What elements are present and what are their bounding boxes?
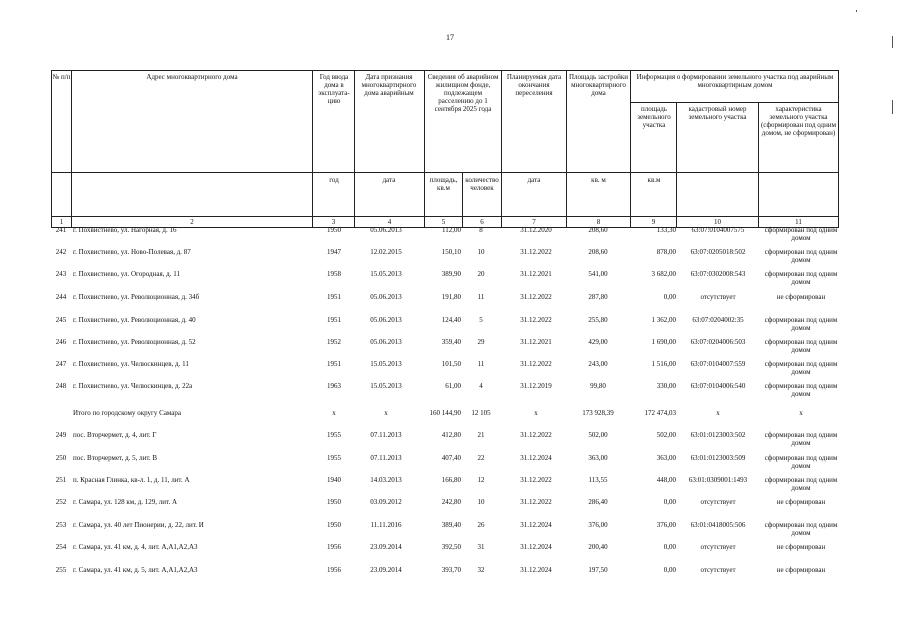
cell-date: 03.09.2012 xyxy=(370,498,402,506)
col-number: 6 xyxy=(480,218,484,226)
cell-build: 113,55 xyxy=(588,476,608,484)
cell-date: 07.11.2013 xyxy=(370,454,402,462)
cell-char: х xyxy=(799,409,803,417)
divider xyxy=(312,70,313,228)
cell-land: 3 682,00 xyxy=(651,270,676,278)
cell-date: 15.05.2013 xyxy=(370,382,402,390)
cell-area: 150,10 xyxy=(441,248,461,256)
cell-plan: 31.12.2022 xyxy=(520,316,552,324)
cell-build: 173 928,39 xyxy=(582,409,614,417)
cell-area: 389,90 xyxy=(441,270,461,278)
cell-cad: 63:07:0104007:559 xyxy=(690,360,746,368)
divider xyxy=(52,216,838,217)
header-planned: Планируемая дата окончания переселения xyxy=(506,73,562,97)
cell-address: пос. Вторчермет, д. 4, лит. Г xyxy=(73,431,157,439)
cell-num: 253 xyxy=(55,521,67,529)
cell-char: сформирован под одним домом xyxy=(764,248,838,264)
cell-plan: 31.12.2019 xyxy=(520,382,552,390)
cell-address: г. Самара, ул. 41 км, д. 5, лит. А,А1,А2,А3 xyxy=(73,566,198,574)
cell-count: 31 xyxy=(477,543,485,551)
scan-mark xyxy=(892,100,893,114)
header-cadastral: кадастровый номер земельного участка xyxy=(688,105,747,121)
cell-year: 1956 xyxy=(327,543,341,551)
cell-char: сформирован под одним домом xyxy=(764,382,838,398)
cell-count: 10 xyxy=(477,498,485,506)
divider xyxy=(758,102,759,228)
cell-num: 244 xyxy=(55,293,67,301)
cell-build: 502,00 xyxy=(588,431,608,439)
cell-area: 112,00 xyxy=(442,226,461,234)
cell-count: 21 xyxy=(477,431,485,439)
cell-year: 1955 xyxy=(327,454,341,462)
cell-address: г. Самара, ул. 128 км, д. 129, лит. А xyxy=(73,498,178,506)
divider xyxy=(676,102,677,228)
cell-land: 363,00 xyxy=(656,454,676,462)
cell-cad: 63:01:0123003:509 xyxy=(690,454,746,462)
cell-date: 05.06.2013 xyxy=(370,316,402,324)
cell-year: 1951 xyxy=(327,316,341,324)
cell-build: 429,00 xyxy=(588,338,608,346)
cell-build: 255,80 xyxy=(588,316,608,324)
cell-address: г. Самара, ул. 40 лет Пионерии, д. 22, лит. И xyxy=(73,521,204,529)
page-number: 17 xyxy=(446,33,454,42)
cell-count: 29 xyxy=(477,338,485,346)
cell-count: 22 xyxy=(477,454,485,462)
cell-count: 11 xyxy=(477,293,485,301)
unit-plan-date: дата xyxy=(527,176,541,184)
col-number: 7 xyxy=(532,218,536,226)
unit-count: количество человек xyxy=(465,176,499,192)
cell-num: 245 xyxy=(55,316,67,324)
cell-cad: 63:07:0104007575 xyxy=(691,226,745,234)
cell-plan: 31.12.2022 xyxy=(520,476,552,484)
cell-land: 0,00 xyxy=(663,293,676,301)
cell-year: 1950 xyxy=(327,521,341,529)
divider xyxy=(501,70,502,228)
header-building-area: Площадь застройки многоквартирного дома xyxy=(568,73,629,97)
cell-plan: 31.12.2021 xyxy=(520,338,552,346)
header-land-group: Информация о формировании земельного участка под аварийным многоквартирным домом xyxy=(636,73,834,89)
cell-cad: 63:01:0418005:506 xyxy=(690,521,746,529)
cell-address: пос. Вторчермет, д. 5, лит. В xyxy=(73,454,158,462)
cell-area: 160 144,90 xyxy=(429,409,461,417)
cell-land: 0,00 xyxy=(663,543,676,551)
cell-land: 172 474,03 xyxy=(644,409,676,417)
cell-date: 15.05.2013 xyxy=(370,360,402,368)
divider xyxy=(631,102,838,103)
cell-num: 243 xyxy=(55,270,67,278)
cell-cad: х xyxy=(716,409,720,417)
divider xyxy=(566,70,567,228)
cell-cad: 63:01:0123003:502 xyxy=(690,431,746,439)
cell-char: сформирован под одним домом xyxy=(764,316,838,332)
cell-char: сформирован под одним домом xyxy=(764,521,838,537)
col-number: 4 xyxy=(387,218,392,226)
cell-num: 242 xyxy=(55,248,67,256)
header-address: Адрес многоквартирного дома xyxy=(146,73,238,81)
cell-area: 389,40 xyxy=(441,521,461,529)
cell-year: 1951 xyxy=(327,293,341,301)
cell-land: 502,00 xyxy=(656,431,676,439)
cell-plan: 31.12.2021 xyxy=(520,270,552,278)
cell-cad: 63:07:0205018:502 xyxy=(690,248,746,256)
cell-num: 252 xyxy=(55,498,67,506)
cell-num: 249 xyxy=(55,431,67,439)
cell-count: 20 xyxy=(477,270,485,278)
cell-count: 8 xyxy=(479,226,483,234)
header-num: № п/п xyxy=(52,73,71,81)
cell-address: г. Похвистнево, ул. Огородная, д. 11 xyxy=(73,270,180,278)
divider xyxy=(424,70,425,228)
cell-build: 541,00 xyxy=(588,270,608,278)
cell-char: сформирован под одним домом xyxy=(764,431,838,447)
cell-num: 241 xyxy=(55,226,67,234)
cell-land: 878,00 xyxy=(656,248,676,256)
cell-date: 07.11.2013 xyxy=(370,431,402,439)
header-land-area: площадь земельного участка xyxy=(637,105,671,129)
cell-land: 330,00 xyxy=(656,382,676,390)
cell-plan: х xyxy=(534,409,538,417)
cell-address: г. Похвистнево, ул. Челюскинцев, д. 11 xyxy=(73,360,189,368)
cell-char: сформирован под одним домом xyxy=(764,360,838,376)
unit-build: кв. м xyxy=(591,176,606,184)
cell-land: 133,30 xyxy=(656,226,676,234)
cell-date: 23.09.2014 xyxy=(370,543,402,551)
unit-year: год xyxy=(329,176,339,184)
cell-address: г. Похвистнево, ул. Революционная, д. 34б xyxy=(73,293,200,301)
cell-cad: отсутствует xyxy=(700,543,736,551)
cell-build: 197,50 xyxy=(588,566,608,574)
cell-year: 1951 xyxy=(327,360,341,368)
cell-plan: 31.12.2024 xyxy=(520,566,552,574)
cell-date: 11.11.2016 xyxy=(370,521,402,529)
cell-land: 376,00 xyxy=(656,521,676,529)
cell-build: 376,00 xyxy=(588,521,608,529)
cell-year: 1955 xyxy=(327,431,341,439)
cell-land: 1 516,00 xyxy=(651,360,676,368)
cell-count: 5 xyxy=(479,316,483,324)
cell-plan: 31.12.2024 xyxy=(520,543,552,551)
cell-plan: 31.12.2024 xyxy=(520,454,552,462)
cell-num: 246 xyxy=(55,338,67,346)
cell-build: 363,00 xyxy=(588,454,608,462)
cell-date: 14.03.2013 xyxy=(370,476,402,484)
cell-address: г. Похвистнево, ул. Революционная, д. 52 xyxy=(73,338,196,346)
cell-address: г. Похвистнево, ул. Челюскинцев, д. 22а xyxy=(73,382,193,390)
cell-cad: 63:07:0302008:543 xyxy=(690,270,746,278)
cell-cad: отсутствует xyxy=(700,498,736,506)
cell-area: 359,40 xyxy=(441,338,461,346)
cell-address: п. Красная Глинка, кв-л. 1, д. 11, лит. А xyxy=(73,476,190,484)
cell-char: сформирован под одним домом xyxy=(764,476,838,492)
cell-area: 412,80 xyxy=(441,431,461,439)
cell-area: 101,50 xyxy=(441,360,461,368)
cell-count: 12 xyxy=(477,476,485,484)
cell-cad: 63:07:0104006:540 xyxy=(690,382,746,390)
col-number: 9 xyxy=(651,218,656,226)
cell-land: 448,00 xyxy=(656,476,676,484)
cell-year: 1940 xyxy=(327,476,341,484)
cell-count: 26 xyxy=(477,521,485,529)
scan-mark xyxy=(892,36,893,48)
cell-cad: отсутствует xyxy=(700,566,736,574)
cell-build: 287,80 xyxy=(588,293,608,301)
cell-address: Итого по городскому округу Самара xyxy=(73,409,182,417)
cell-year: 1952 xyxy=(327,338,341,346)
cell-year: 1950 xyxy=(327,498,341,506)
cell-area: 166,80 xyxy=(441,476,461,484)
cell-land: 0,00 xyxy=(663,566,676,574)
cell-char: не сформирован xyxy=(776,293,826,301)
unit-area: площадь, кв.м xyxy=(429,176,458,192)
header-year: Год ввода дома в эксплуата-цию xyxy=(318,73,350,105)
cell-cad: 63:01:0309001:1493 xyxy=(688,476,748,484)
cell-char: сформирован под одним домом xyxy=(764,270,838,286)
cell-char: сформирован под одним домом xyxy=(764,226,838,242)
cell-area: 242,80 xyxy=(441,498,461,506)
cell-plan: 31.12.2022 xyxy=(520,293,552,301)
col-number: 1 xyxy=(59,218,64,226)
header-recognition: Дата признания многоквартирного дома аварийным xyxy=(361,73,417,97)
cell-count: 4 xyxy=(479,382,483,390)
header-char: характеристика земельного участка (сформирован под одним домом, не сформирован) xyxy=(760,105,837,137)
cell-date: 15.05.2013 xyxy=(370,270,402,278)
divider xyxy=(630,70,631,228)
cell-year: 1950 xyxy=(327,226,341,234)
cell-address: г. Самара, ул. 41 км, д. 4, лит. А,А1,А2,А3 xyxy=(73,543,198,551)
cell-build: 243,00 xyxy=(588,360,608,368)
divider xyxy=(354,70,355,228)
cell-cad: отсутствует xyxy=(700,293,736,301)
cell-date: 23.09.2014 xyxy=(370,566,402,574)
cell-num: 255 xyxy=(55,566,67,574)
cell-year: 1963 xyxy=(327,382,341,390)
cell-plan: 31.12.2022 xyxy=(520,360,552,368)
cell-count: 10 xyxy=(477,248,485,256)
cell-count: 12 105 xyxy=(471,409,491,417)
cell-plan: 31.12.2020 xyxy=(520,226,552,234)
cell-char: не сформирован xyxy=(776,498,826,506)
cell-area: 392,50 xyxy=(441,543,461,551)
cell-num: 250 xyxy=(55,454,67,462)
cell-build: 208,60 xyxy=(588,226,608,234)
unit-land: кв.м xyxy=(647,176,661,184)
cell-land: 1 690,00 xyxy=(651,338,676,346)
cell-land: 0,00 xyxy=(663,498,676,506)
cell-year: х xyxy=(332,409,336,417)
cell-build: 286,40 xyxy=(588,498,608,506)
col-number: 10 xyxy=(714,218,721,226)
cell-build: 208,60 xyxy=(588,248,608,256)
cell-char: не сформирован xyxy=(776,543,826,551)
cell-land: 1 362,00 xyxy=(651,316,676,324)
cell-area: 124,40 xyxy=(441,316,461,324)
cell-year: 1947 xyxy=(327,248,341,256)
col-number: 8 xyxy=(596,218,601,226)
unit-date: дата xyxy=(382,176,396,184)
cell-num: 248 xyxy=(55,382,67,390)
cell-char: сформирован под одним домом xyxy=(764,338,838,354)
divider xyxy=(52,172,838,173)
cell-count: 32 xyxy=(477,566,485,574)
cell-num: 254 xyxy=(55,543,67,551)
cell-char: не сформирован xyxy=(776,566,826,574)
col-number: 5 xyxy=(441,218,446,226)
cell-date: х xyxy=(384,409,388,417)
cell-address: г. Похвистнево, ул. Революционная, д. 40 xyxy=(73,316,196,324)
cell-year: 1956 xyxy=(327,566,341,574)
col-number: 11 xyxy=(795,218,802,226)
col-number: 3 xyxy=(331,218,336,226)
cell-address: г. Похвистнево, ул. Нагорная, д. 16 xyxy=(73,226,177,234)
cell-plan: 31.12.2022 xyxy=(520,248,552,256)
cell-date: 05.06.2013 xyxy=(370,338,402,346)
cell-year: 1958 xyxy=(327,270,341,278)
cell-cad: 63:07:0204006:503 xyxy=(690,338,746,346)
cell-area: 191,80 xyxy=(441,293,461,301)
cell-num: 247 xyxy=(55,360,67,368)
cell-area: 393,70 xyxy=(441,566,461,574)
cell-char: сформирован под одним домом xyxy=(764,454,838,470)
cell-plan: 31.12.2022 xyxy=(520,498,552,506)
cell-area: 61,00 xyxy=(445,382,461,390)
cell-build: 99,80 xyxy=(590,382,606,390)
divider xyxy=(71,70,72,228)
cell-count: 11 xyxy=(477,360,485,368)
cell-area: 407,40 xyxy=(441,454,461,462)
cell-date: 05.06.2013 xyxy=(370,293,402,301)
scan-mark xyxy=(856,10,857,12)
cell-plan: 31.12.2022 xyxy=(520,431,552,439)
cell-build: 200,40 xyxy=(588,543,608,551)
cell-date: 12.02.2015 xyxy=(370,248,402,256)
col-number: 2 xyxy=(190,218,194,226)
cell-cad: 63:07:0204002:35 xyxy=(692,316,744,324)
cell-plan: 31.12.2024 xyxy=(520,521,552,529)
header-info: Сведения об аварийном жилищном фонде, подлежащем расселению до 1 сентября 2025 года xyxy=(427,73,499,113)
cell-address: г. Похвистнево, ул. Ново-Полевая, д. 87 xyxy=(73,248,191,256)
cell-date: 05.06.2013 xyxy=(370,226,402,234)
cell-num: 251 xyxy=(55,476,67,484)
